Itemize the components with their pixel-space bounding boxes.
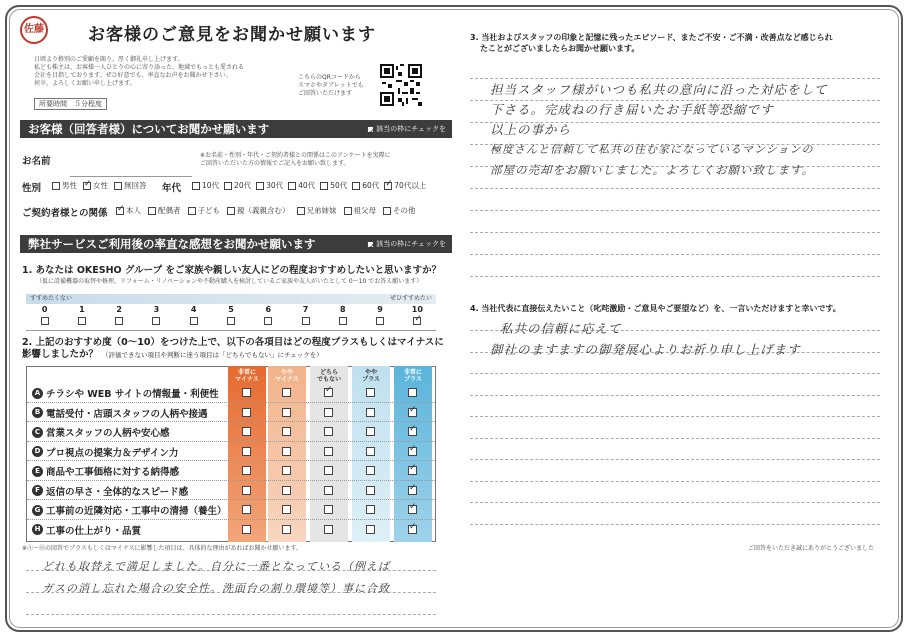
rating-checkbox[interactable] xyxy=(366,427,375,436)
checkbox-icon[interactable] xyxy=(297,207,305,215)
checkbox-icon[interactable] xyxy=(114,182,122,190)
option-label: 配偶者 xyxy=(158,206,181,215)
item-label: 商品や工事価格に対する納得感 xyxy=(46,467,180,478)
item-label: 営業スタッフの人柄や安心感 xyxy=(46,428,170,439)
scale-low-label: すすめたくない xyxy=(30,295,73,302)
checkbox-icon[interactable] xyxy=(352,182,360,190)
handwriting-line: 以上の事から xyxy=(490,122,572,137)
qr-text-line: スマホやタブレットでも xyxy=(298,82,364,89)
relation-option-child[interactable] xyxy=(188,205,221,216)
rating-checkbox[interactable] xyxy=(366,388,375,397)
checkbox-icon[interactable] xyxy=(413,317,421,325)
rating-column-header: やや マイナス xyxy=(275,369,299,383)
scale-option-1[interactable] xyxy=(63,305,100,325)
seal-stamp: 佐藤 xyxy=(20,16,48,44)
q3-handwritten-answer[interactable] xyxy=(490,80,828,180)
scale-number: 0 xyxy=(41,305,48,314)
qr-text-line: こちらのQRコードから xyxy=(298,74,361,81)
handwriting-line: 私共の信頼に応えて xyxy=(500,321,622,336)
rating-column-header: やや プラス xyxy=(362,369,380,383)
checkbox-icon[interactable] xyxy=(190,317,198,325)
answer-line xyxy=(26,614,436,615)
rating-row-c xyxy=(32,425,170,439)
scale-header xyxy=(26,294,436,304)
row-divider xyxy=(27,441,435,442)
row-divider xyxy=(27,402,435,403)
option-label: 10代 xyxy=(202,181,220,190)
q2-handwritten-answer[interactable] xyxy=(42,556,390,600)
answer-line xyxy=(470,459,880,460)
name-underline xyxy=(70,176,192,177)
scale-number: 1 xyxy=(79,305,85,314)
rating-checkbox[interactable] xyxy=(324,525,333,534)
scale-number: 5 xyxy=(228,305,234,314)
answer-line xyxy=(470,188,880,189)
handwriting-line: ガスの消し忘れた場合の安全性。洗面台の割り環境等）事に合致 xyxy=(42,582,390,595)
checkbox-icon[interactable] xyxy=(224,182,232,190)
scale-option-4[interactable] xyxy=(175,305,212,325)
gender-option-none[interactable] xyxy=(114,180,147,191)
relation-label: ご契約者様との関係 xyxy=(22,208,108,219)
rating-checkbox[interactable] xyxy=(282,486,291,495)
q3-title-line: たことがございましたらお聞かせ願います。 xyxy=(480,44,640,53)
rating-checkbox[interactable] xyxy=(282,505,291,514)
q3-title xyxy=(470,32,833,54)
rating-checkbox[interactable] xyxy=(324,486,333,495)
scale-option-10[interactable] xyxy=(399,305,436,325)
checkbox-icon[interactable] xyxy=(256,182,264,190)
checkbox-icon[interactable] xyxy=(227,207,235,215)
checkbox-icon[interactable] xyxy=(320,182,328,190)
row-divider xyxy=(27,421,435,422)
age-option-10[interactable] xyxy=(192,180,219,191)
checkbox-icon[interactable] xyxy=(78,317,86,325)
gender-label: 性別 xyxy=(22,183,42,194)
rating-column-header: どちら でもない xyxy=(316,369,341,383)
option-label: 本人 xyxy=(126,206,141,215)
rating-checkbox[interactable] xyxy=(408,466,417,475)
q3-title-line: 3. 当社およびスタッフの印象と記憶に残ったエピソード、またご不安・ご不満・改善点など感じられ xyxy=(470,33,833,42)
relation-options xyxy=(116,205,416,216)
gender-options xyxy=(52,180,147,191)
checkbox-icon[interactable] xyxy=(339,317,347,325)
rating-checkbox[interactable] xyxy=(282,388,291,397)
intro-text xyxy=(34,56,304,88)
rating-checkbox[interactable] xyxy=(408,447,417,456)
intro-line: 私ども株主は、お客様一人ひとりの心に寄り添った、地域でもっとも愛される xyxy=(34,64,245,71)
rating-row-d xyxy=(32,445,178,459)
item-label: 電話受付・店頭スタッフの人柄や接遇 xyxy=(46,408,208,420)
rating-column-header: 非常に マイナス xyxy=(235,369,259,383)
option-label: 祖父母 xyxy=(353,206,376,215)
intro-line: 日頃より格別のご愛顧を賜り、厚く御礼申し上げます。 xyxy=(34,56,184,63)
section-title: 弊社サービスご利用後の率直な感想をお聞かせ願います xyxy=(28,237,316,251)
answer-line xyxy=(470,276,880,277)
option-label: 70代以上 xyxy=(394,181,427,190)
rating-row-b xyxy=(32,406,208,420)
scale-number: 7 xyxy=(302,305,309,314)
option-label: 親（義親含む） xyxy=(237,206,290,215)
option-label: 女性 xyxy=(93,181,108,190)
age-option-40[interactable] xyxy=(288,180,315,191)
relation-option-spouse[interactable] xyxy=(148,205,181,216)
item-mark-icon: F xyxy=(32,485,43,496)
q2-footnote: ※Ⓐ〜Ⓗの回答でプラスもしくはマイナスに影響した項目は、具体的な理由があればお聞かせ願います。 xyxy=(22,545,303,552)
item-label: 工事の仕上がり・品質 xyxy=(46,525,142,537)
answer-line xyxy=(470,416,880,417)
age-option-60[interactable] xyxy=(352,180,379,191)
qr-code[interactable] xyxy=(380,64,422,106)
age-option-50[interactable] xyxy=(320,180,347,191)
name-label: お名前 xyxy=(22,156,51,167)
age-option-70[interactable] xyxy=(384,180,426,191)
scale-option-7[interactable] xyxy=(287,305,324,325)
checkbox-icon[interactable] xyxy=(115,317,123,325)
answer-line xyxy=(470,395,880,396)
rating-row-a xyxy=(32,386,219,400)
rating-checkbox[interactable] xyxy=(282,447,291,456)
age-option-30[interactable] xyxy=(256,180,283,191)
scale-number: 8 xyxy=(340,305,346,314)
answer-line xyxy=(470,524,880,525)
handwriting-line: どれも取替えで満足しました。自分に一番となっている（例えば xyxy=(42,560,390,573)
check-note-text: 該当の枠にチェックを xyxy=(376,240,446,248)
section-title: お客様（回答者様）についてお聞かせ願います xyxy=(28,122,270,136)
rating-checkbox[interactable] xyxy=(282,427,291,436)
respondent-section-bar xyxy=(20,120,452,138)
scale-number: 6 xyxy=(265,305,272,314)
relation-option-sibling[interactable] xyxy=(297,205,337,216)
rating-checkbox[interactable] xyxy=(282,525,291,534)
q2-title-line: 2. 上記のおすすめ度（0〜10）をつけた上で、以下の各項目はどの程度プラスもしくはマイナスに xyxy=(22,337,444,348)
rating-row-g xyxy=(32,503,227,517)
q4-title: 4. 当社代表に直接伝えたいこと（叱咤激励・ご意見やご要望など）を、一言いただけますと幸いです。 xyxy=(470,304,841,313)
rating-row-e xyxy=(32,464,179,478)
scale-option-5[interactable] xyxy=(212,305,249,325)
row-divider xyxy=(27,519,435,520)
age-label: 年代 xyxy=(162,183,182,194)
item-mark-icon: C xyxy=(32,427,43,438)
check-note-text: 該当の枠にチェックを xyxy=(376,125,446,133)
scale-option-2[interactable] xyxy=(101,305,138,325)
time-required: 所要時間 ５分程度 xyxy=(34,98,107,110)
q2-title-line: 影響しましたか？ xyxy=(22,349,99,360)
rating-checkbox[interactable] xyxy=(324,388,333,397)
checkbox-icon[interactable] xyxy=(152,317,160,325)
option-label: 40代 xyxy=(298,181,316,190)
item-label: プロ視点の提案力＆デザイン力 xyxy=(46,447,179,459)
handwriting-line: 極度さんと信頼して私共の住む家になっているマンションの xyxy=(490,143,814,156)
rating-row-f xyxy=(32,484,188,498)
rating-checkbox[interactable] xyxy=(366,505,375,514)
rating-checkbox[interactable] xyxy=(408,408,417,417)
gender-option-male[interactable] xyxy=(52,180,77,191)
page-title: お客様のご意見をお聞かせ願います xyxy=(88,25,376,45)
item-mark-icon: B xyxy=(32,407,43,418)
row-divider xyxy=(27,499,435,500)
q2-title xyxy=(22,337,444,361)
answer-line xyxy=(470,373,880,374)
option-label: その他 xyxy=(393,206,416,215)
row-divider xyxy=(27,480,435,481)
rating-checkbox[interactable] xyxy=(242,427,251,436)
checkbox-icon[interactable] xyxy=(41,317,49,325)
relation-option-self[interactable] xyxy=(116,205,141,216)
scale-option-8[interactable] xyxy=(324,305,361,325)
checkbox-icon[interactable] xyxy=(384,182,392,190)
item-mark-icon: E xyxy=(32,466,43,477)
answer-line xyxy=(470,78,880,79)
rating-checkbox[interactable] xyxy=(408,388,417,397)
privacy-note-line: ※お名前・性別・年代・ご契約者様との関係はこのアンケートを実際に xyxy=(200,152,391,159)
option-label: 無回答 xyxy=(124,181,147,190)
handwriting-line: 下さる。完成ねの行き届いたお手紙等恐縮です xyxy=(490,102,774,117)
item-label: 返信の早さ・全体的なスピード感 xyxy=(46,486,189,498)
answer-line xyxy=(470,438,880,439)
option-label: 20代 xyxy=(234,181,252,190)
rating-checkbox[interactable] xyxy=(408,486,417,495)
check-note xyxy=(367,235,446,253)
scale-number: 9 xyxy=(377,305,383,314)
item-mark-icon: H xyxy=(32,524,43,535)
answer-line xyxy=(470,481,880,482)
relation-option-grandparent[interactable] xyxy=(344,205,377,216)
q1-title: 1. あなたは OKESHO グループ をご家族や親しい友人にどの程度おすすめしたいと思いますか？ xyxy=(22,265,442,276)
checkbox-icon[interactable] xyxy=(188,207,196,215)
scale-number: 3 xyxy=(153,305,160,314)
checkbox-icon[interactable] xyxy=(302,317,310,325)
checkbox-icon[interactable] xyxy=(288,182,296,190)
rating-checkbox[interactable] xyxy=(408,505,417,514)
relation-option-other[interactable] xyxy=(383,205,416,216)
rating-checkbox[interactable] xyxy=(324,505,333,514)
rating-checkbox[interactable] xyxy=(366,408,375,417)
rating-checkbox[interactable] xyxy=(242,486,251,495)
checkbox-icon xyxy=(367,126,374,133)
handwriting-line: 部屋の売却をお願いしました。よろしくお願い致します。 xyxy=(490,163,815,177)
q1-note: （仮に設備機器の取替や修理、リフォーム・リノベーションや不動産購入を検討しているご家族や友人がいたとして 0〜10 でお答え願います） xyxy=(36,278,423,285)
rating-checkbox[interactable] xyxy=(282,408,291,417)
handwriting-line: 担当スタッフ様がいつも私共の意向に沿った対応をして xyxy=(490,82,828,97)
scale-number: 4 xyxy=(190,305,197,314)
scale-option-9[interactable] xyxy=(361,305,398,325)
checkbox-icon[interactable] xyxy=(116,207,124,215)
service-section-bar xyxy=(20,235,452,253)
handwriting-line: 御社のますますの御発展心よりお祈り申し上げます xyxy=(490,342,801,357)
rating-checkbox[interactable] xyxy=(366,525,375,534)
rating-checkbox[interactable] xyxy=(324,427,333,436)
privacy-note-line: ご回答いただいた方の情報でご記入をお願い致します。 xyxy=(200,160,350,167)
option-label: 50代 xyxy=(330,181,348,190)
answer-line xyxy=(470,254,880,255)
q4-handwritten-answer[interactable] xyxy=(490,318,801,360)
age-options xyxy=(192,180,426,191)
recommend-scale xyxy=(26,305,436,331)
answer-line xyxy=(470,232,880,233)
row-divider xyxy=(27,460,435,461)
item-label: 工事前の近隣対応・工事中の清掃（養生） xyxy=(46,506,227,517)
item-mark-icon: D xyxy=(32,446,43,457)
relation-option-parent[interactable] xyxy=(227,205,290,216)
rating-checkbox[interactable] xyxy=(282,466,291,475)
intro-line: 会社を目指しております。ぜひ好意でも、率直なお声をお聞かせ下さい。 xyxy=(34,72,232,79)
thanks-message: ご回答をいただき誠にありがとうございました xyxy=(748,545,875,552)
rating-checkbox[interactable] xyxy=(324,466,333,475)
scale-number: 2 xyxy=(116,305,122,314)
checkbox-icon[interactable] xyxy=(192,182,200,190)
qr-text-line: ご回答いただけます xyxy=(298,90,353,97)
option-label: 30代 xyxy=(266,181,284,190)
checkbox-icon[interactable] xyxy=(264,317,272,325)
rating-checkbox[interactable] xyxy=(242,505,251,514)
checkbox-icon[interactable] xyxy=(52,182,60,190)
rating-checkbox[interactable] xyxy=(408,427,417,436)
scale-number: 10 xyxy=(411,305,423,314)
rating-checkbox[interactable] xyxy=(242,447,251,456)
option-label: 60代 xyxy=(362,181,380,190)
checkbox-icon[interactable] xyxy=(383,207,391,215)
rating-checkbox[interactable] xyxy=(324,408,333,417)
rating-checkbox[interactable] xyxy=(366,466,375,475)
option-label: 男性 xyxy=(62,181,77,190)
qr-text xyxy=(298,74,378,98)
intro-line: 何卒、よろしくお願い申し上げます。 xyxy=(34,80,136,87)
rating-checkbox[interactable] xyxy=(242,466,251,475)
rating-checkbox[interactable] xyxy=(366,447,375,456)
checkbox-icon[interactable] xyxy=(148,207,156,215)
scale-option-0[interactable] xyxy=(26,305,63,325)
scale-option-3[interactable] xyxy=(138,305,175,325)
scale-option-6[interactable] xyxy=(250,305,287,325)
checkbox-icon xyxy=(367,241,374,248)
check-note xyxy=(367,120,446,138)
item-mark-icon: A xyxy=(32,388,43,399)
q2-title-row xyxy=(22,349,444,361)
age-option-20[interactable] xyxy=(224,180,251,191)
checkbox-icon[interactable] xyxy=(227,317,235,325)
checkbox-icon[interactable] xyxy=(344,207,352,215)
answer-line xyxy=(470,210,880,211)
rating-checkbox[interactable] xyxy=(242,525,251,534)
rating-checkbox[interactable] xyxy=(408,525,417,534)
answer-line xyxy=(470,502,880,503)
rating-checkbox[interactable] xyxy=(324,447,333,456)
gender-option-female[interactable] xyxy=(83,180,108,191)
rating-checkbox[interactable] xyxy=(366,486,375,495)
option-label: 兄弟姉妹 xyxy=(306,206,337,215)
item-mark-icon: G xyxy=(32,505,43,516)
checkbox-icon[interactable] xyxy=(376,317,384,325)
privacy-note xyxy=(200,152,450,168)
checkbox-icon[interactable] xyxy=(83,182,91,190)
option-label: 子ども xyxy=(197,206,220,215)
rating-column-header: 非常に プラス xyxy=(403,369,422,383)
rating-row-h xyxy=(32,523,141,537)
scale-high-label: ぜひすすめたい xyxy=(389,295,432,302)
q2-note: （評価できない項目や判断に迷う項目は「どちらでもない」にチェックを） xyxy=(102,351,323,359)
item-label: チラシや WEB サイトの情報量・利便性 xyxy=(46,389,219,400)
rating-checkbox[interactable] xyxy=(242,408,251,417)
rating-checkbox[interactable] xyxy=(242,388,251,397)
